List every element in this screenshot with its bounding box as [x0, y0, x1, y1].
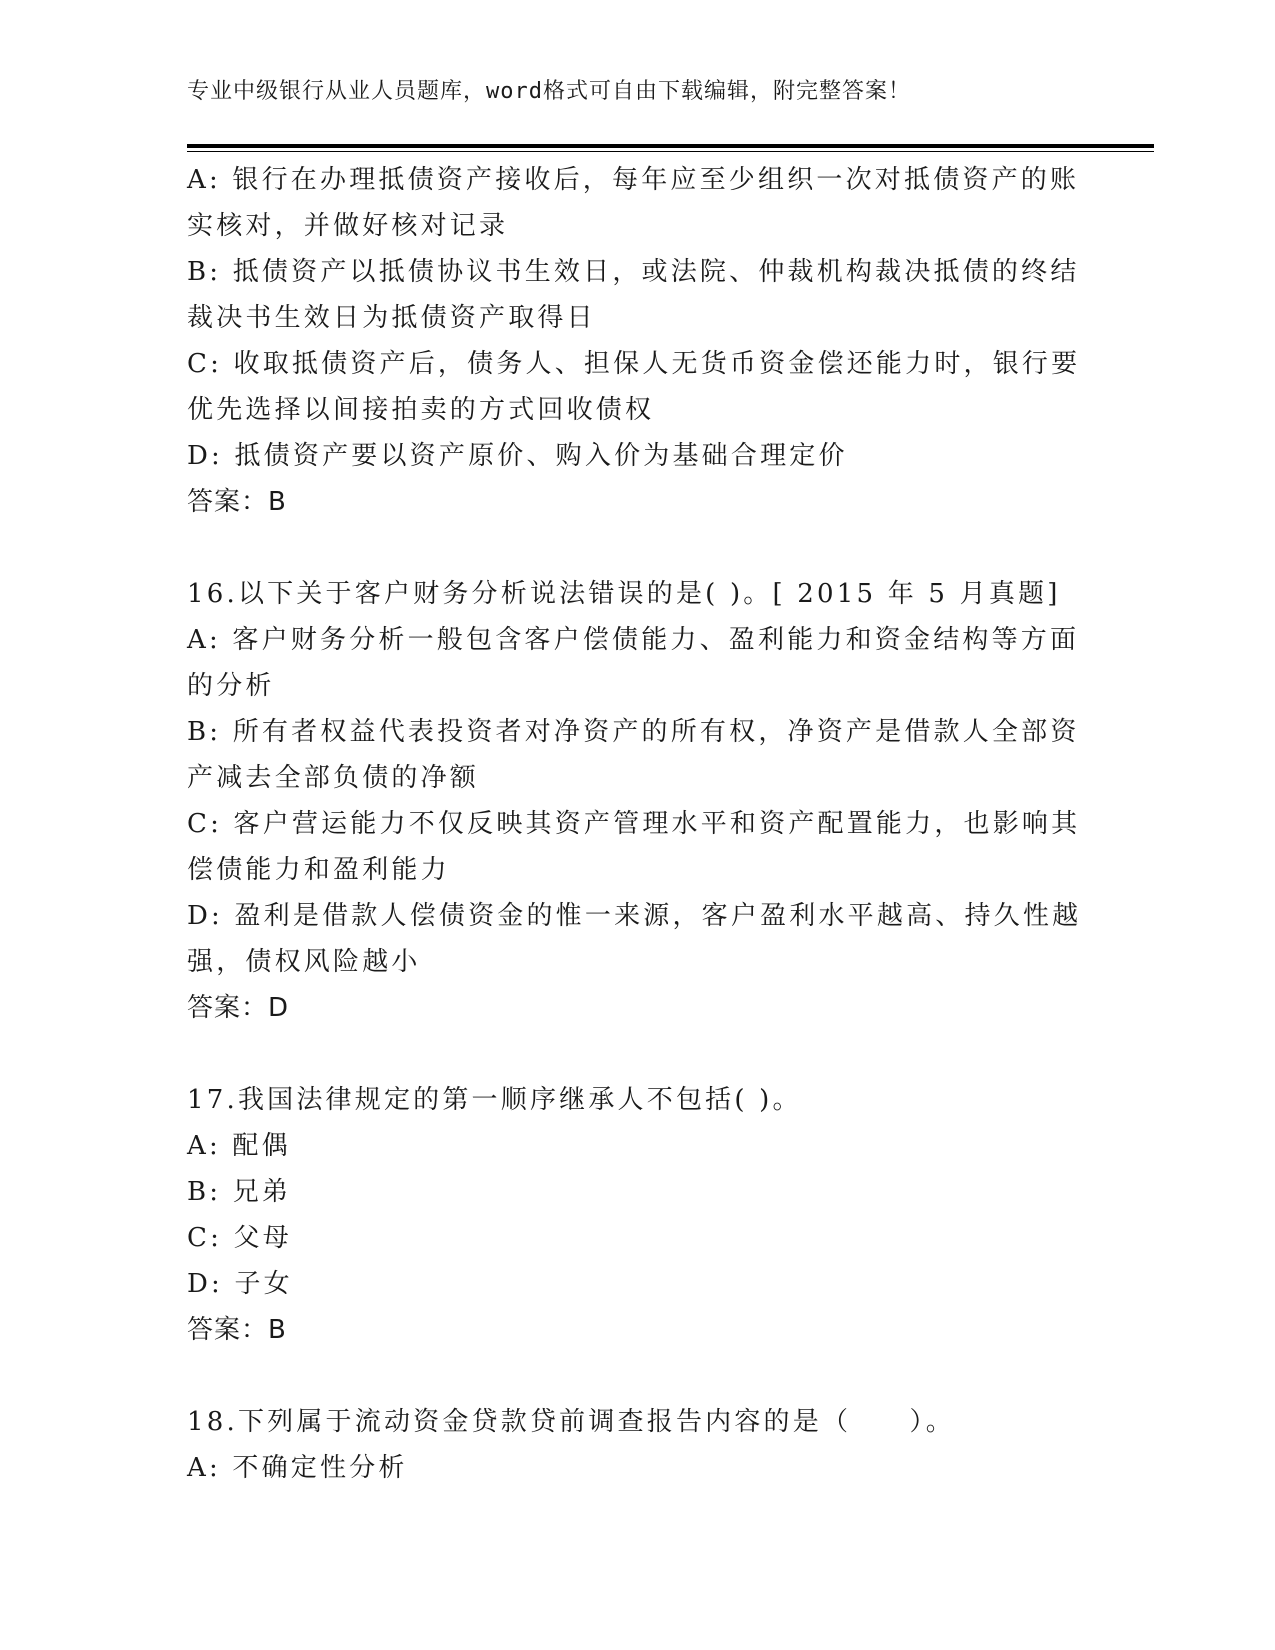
option-a-line-2: 的分析 — [187, 671, 275, 701]
answer: 答案：B — [187, 487, 287, 517]
option-d: D: 子女 — [187, 1269, 293, 1299]
question-15 — [187, 157, 1087, 525]
option-b-line-2: 裁决书生效日为抵债资产取得日 — [187, 303, 596, 333]
option-d-line-2: 强，债权风险越小 — [187, 947, 421, 977]
question-text: 17.我国法律规定的第一顺序继承人不包括( )。 — [187, 1085, 802, 1115]
document-body — [187, 157, 1087, 1491]
option-c-line-2: 优先选择以间接拍卖的方式回收债权 — [187, 395, 655, 425]
header-rule-thin — [187, 151, 1154, 152]
option-b: B: 兄弟 — [187, 1177, 292, 1207]
option-a: A: 配偶 — [187, 1131, 291, 1161]
option-b-line-1: B: 抵债资产以抵债协议书生效日，或法院、仲裁机构裁决抵债的终结 — [187, 257, 1080, 287]
header-rule-thick — [187, 144, 1154, 148]
option-a-line-1: A: 银行在办理抵债资产接收后，每年应至少组织一次对抵债资产的账 — [187, 165, 1080, 195]
question-text: 18.下列属于流动资金贷款贷前调查报告内容的是（ ）。 — [187, 1407, 955, 1437]
spacer — [187, 1031, 1087, 1077]
option-a-line-1: A: 客户财务分析一般包含客户偿债能力、盈利能力和资金结构等方面 — [187, 625, 1080, 655]
question-16 — [187, 571, 1087, 1031]
option-d: D: 抵债资产要以资产原价、购入价为基础合理定价 — [187, 441, 848, 471]
page-header: 专业中级银行从业人员题库，word格式可自由下载编辑，附完整答案！ — [187, 79, 911, 104]
option-d-line-1: D: 盈利是借款人偿债资金的惟一来源，客户盈利水平越高、持久性越 — [187, 901, 1082, 931]
option-b-line-1: B: 所有者权益代表投资者对净资产的所有权，净资产是借款人全部资 — [187, 717, 1080, 747]
option-c-line-1: C: 客户营运能力不仅反映其资产管理水平和资产配置能力，也影响其 — [187, 809, 1081, 839]
answer: 答案：B — [187, 1315, 287, 1345]
question-text: 16.以下关于客户财务分析说法错误的是( )。[ 2015 年 5 月真题] — [187, 579, 1061, 609]
spacer — [187, 525, 1087, 571]
option-c-line-1: C: 收取抵债资产后，债务人、担保人无货币资金偿还能力时，银行要 — [187, 349, 1081, 379]
answer: 答案：D — [187, 993, 290, 1023]
question-17 — [187, 1077, 1087, 1353]
option-a-line-2: 实核对，并做好核对记录 — [187, 211, 509, 241]
option-b-line-2: 产减去全部负债的净额 — [187, 763, 480, 793]
option-c-line-2: 偿债能力和盈利能力 — [187, 855, 450, 885]
option-a: A: 不确定性分析 — [187, 1453, 408, 1483]
spacer — [187, 1353, 1087, 1399]
question-18 — [187, 1399, 1087, 1491]
option-c: C: 父母 — [187, 1223, 292, 1253]
